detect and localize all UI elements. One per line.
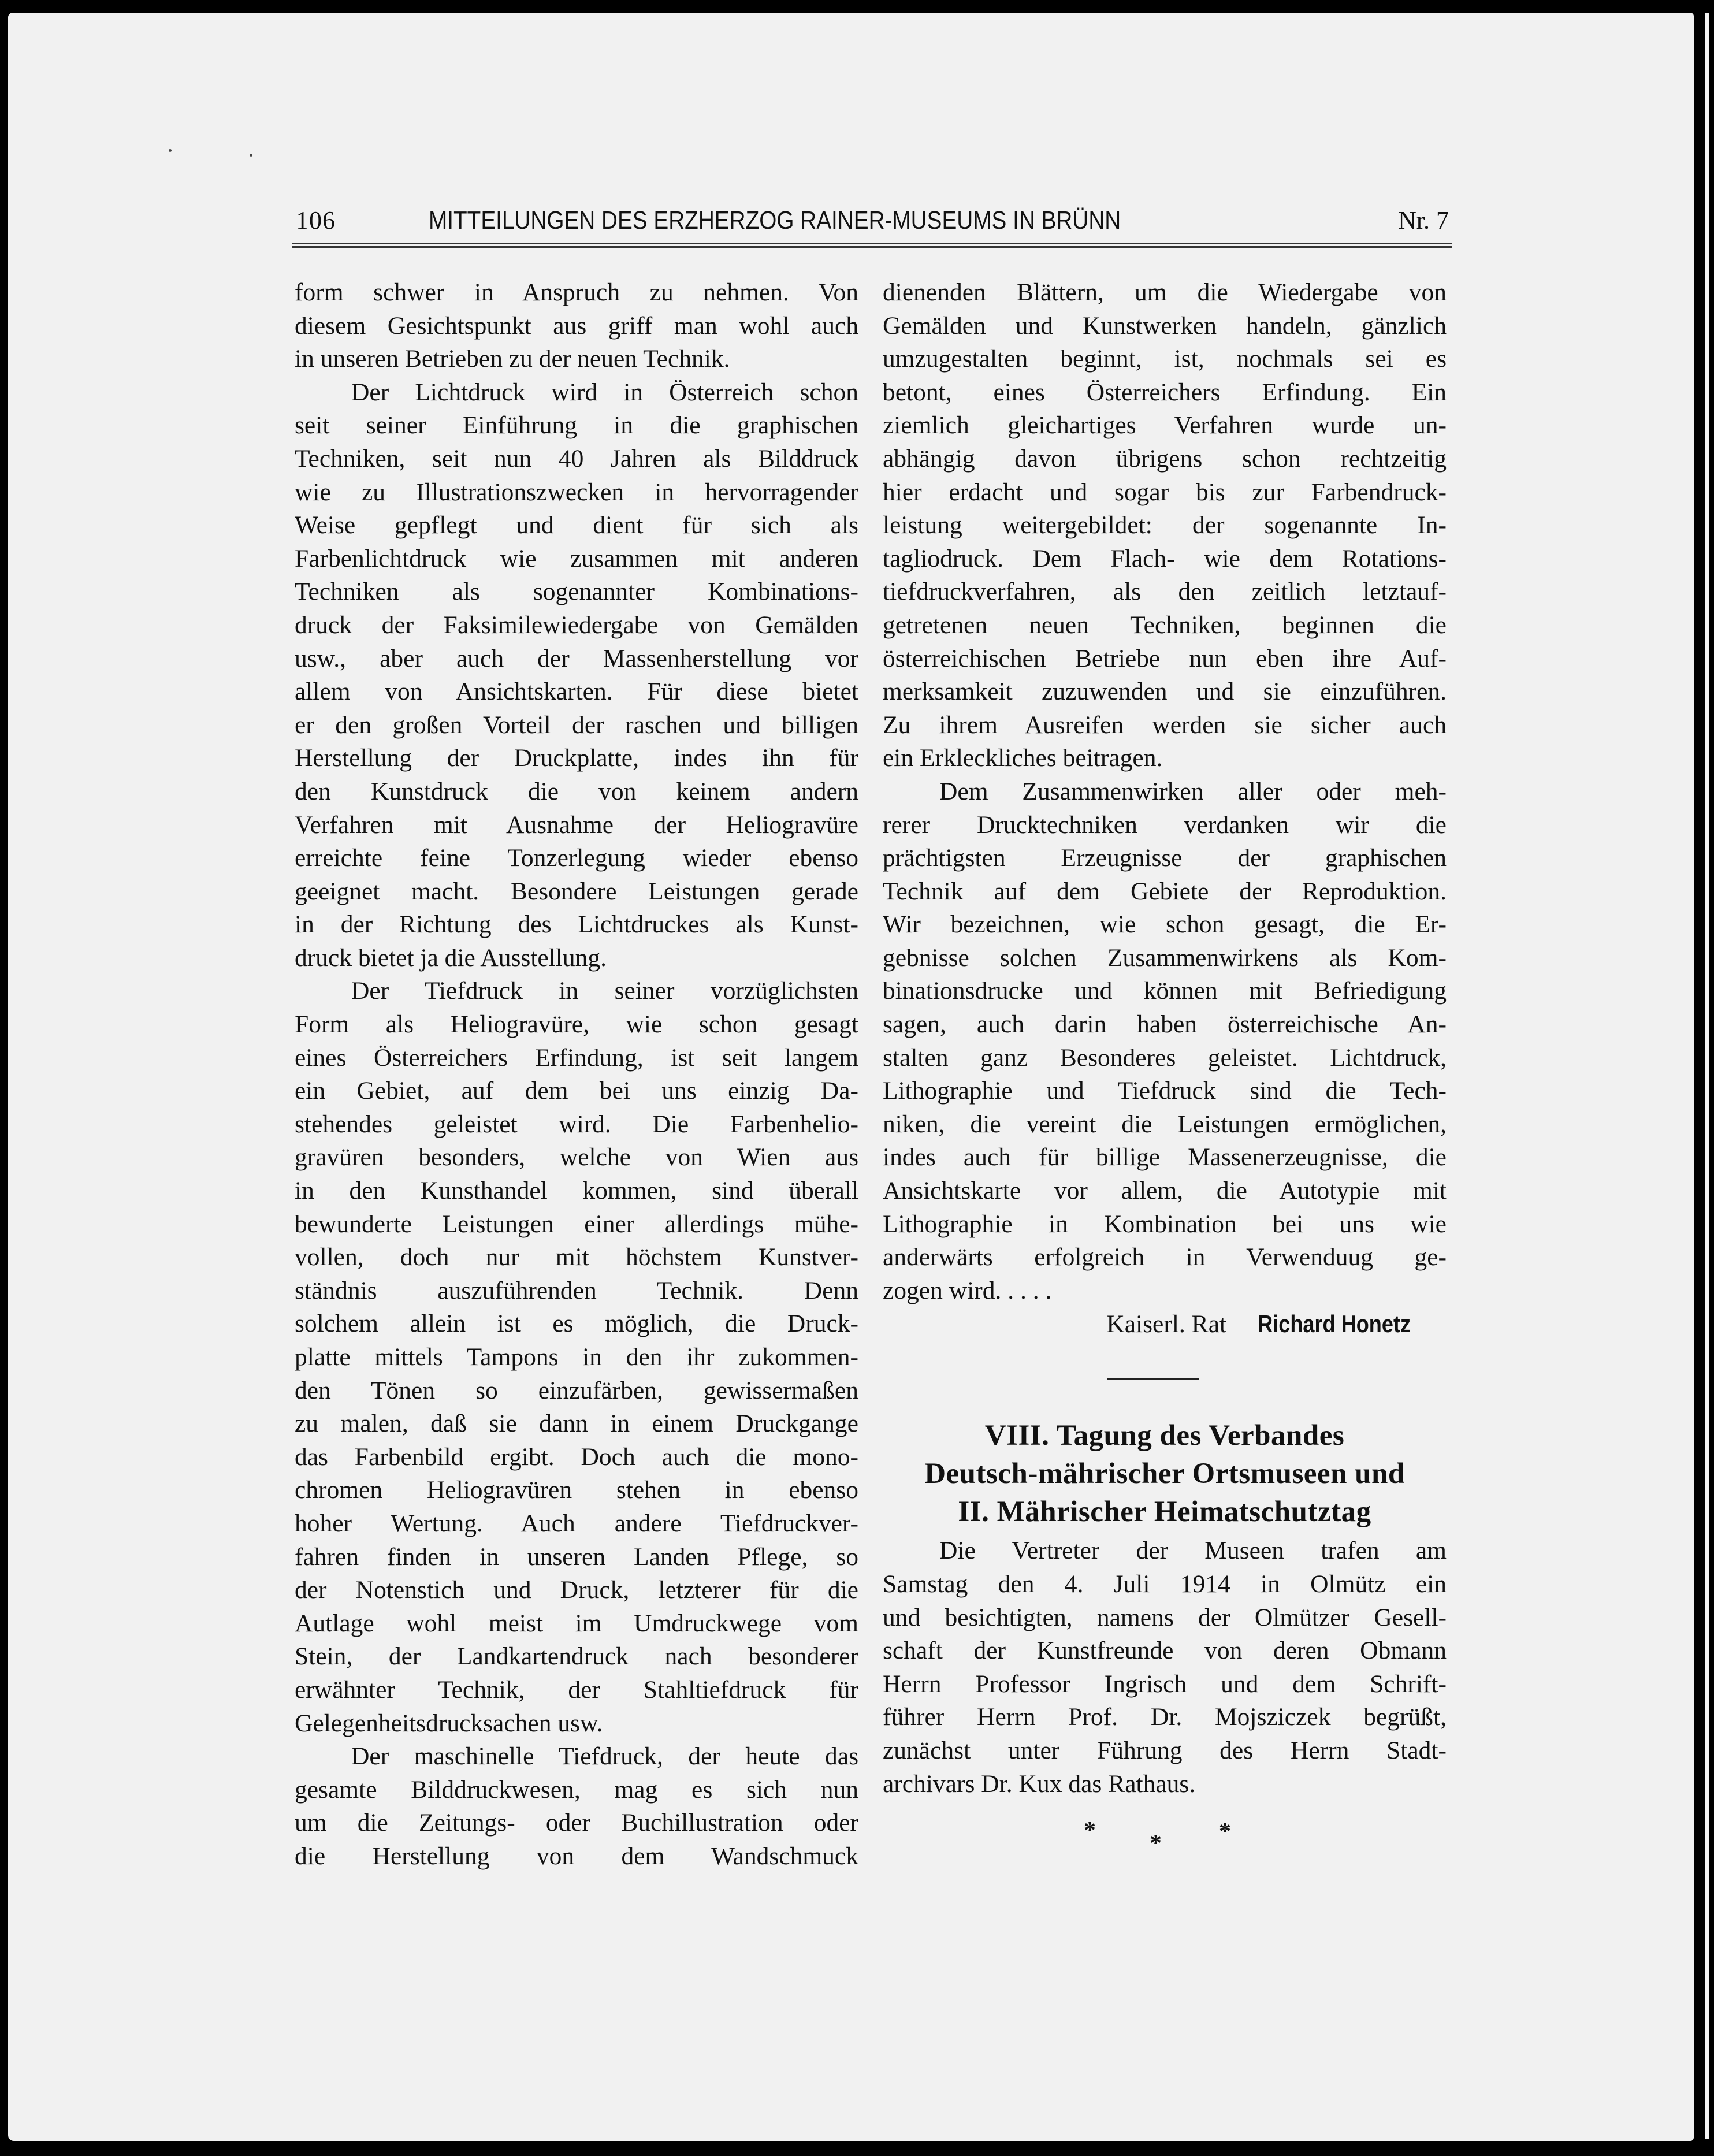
text-line: wie zu Illustrationszwecken in hervorragender <box>295 478 858 506</box>
text-line: Autlage wohl meist im Umdruckwege vom <box>295 1609 858 1637</box>
text-line: gravüren besonders, welche von Wien aus <box>295 1143 858 1172</box>
text-line: erreichte feine Tonzerlegung wieder ebenso <box>295 844 858 872</box>
text-line: Der maschinelle Tiefdruck, der heute das <box>351 1742 858 1771</box>
text-line: das Farbenbild ergibt. Doch auch die mono- <box>295 1443 858 1471</box>
text-line: indes auch für billige Massenerzeugnisse, die <box>883 1143 1447 1172</box>
section-separator <box>1107 1378 1199 1380</box>
text-line: tagliodruck. Dem Flach- wie dem Rotations- <box>883 544 1447 573</box>
text-line: leistung weitergebildet: der sogenannte In- <box>883 511 1447 540</box>
text-line: usw., aber auch der Massenherstellung vor <box>295 644 858 672</box>
text-line: betont, eines Österreichers Erfindung. Ein <box>883 378 1447 406</box>
text-line: Gemälden und Kunstwerken handeln, gänzlich <box>883 311 1447 340</box>
text-line: Der Tiefdruck in seiner vorzüglichsten <box>351 977 858 1005</box>
asterisk-mark: * <box>1219 1819 1231 1846</box>
text-line: hoher Wertung. Auch andere Tiefdruckver- <box>295 1509 858 1537</box>
text-line: den Tönen so einzufärben, gewissermaßen <box>295 1376 858 1404</box>
text-line: diesem Gesichtspunkt aus griff man wohl auch <box>295 311 858 340</box>
text-line: Zu ihrem Ausreifen werden sie sicher auch <box>883 711 1447 739</box>
section-heading-line: II. Mährischer Heimatschutztag <box>958 1496 1371 1529</box>
section-heading <box>883 1417 1447 1531</box>
text-line: stehendes geleistet wird. Die Farbenhelio- <box>295 1110 858 1138</box>
text-line: geeignet macht. Besondere Leistungen gerade <box>295 877 858 905</box>
text-line: stalten ganz Besonderes geleistet. Lichtdruck, <box>883 1043 1447 1072</box>
asterisk-mark: * <box>1150 1830 1162 1857</box>
text-line: Herrn Professor Ingrisch und dem Schrift- <box>883 1670 1447 1698</box>
text-line: form schwer in Anspruch zu nehmen. Von <box>295 278 858 306</box>
text-line: fahren finden in unseren Landen Pflege, so <box>295 1542 858 1571</box>
page-edge-strip <box>1705 13 1709 2139</box>
section-heading-line: Deutsch-mährischer Ortsmuseen und <box>924 1458 1405 1490</box>
text-line: ziemlich gleichartiges Verfahren wurde un- <box>883 411 1447 440</box>
author-title: Kaiserl. Rat <box>1106 1310 1227 1339</box>
journal-title: MITTEILUNGEN DES ERZHERZOG RAINER-MUSEUMS IN BRÜNN <box>429 206 1121 235</box>
text-line: er den großen Vorteil der raschen und billigen <box>295 711 858 739</box>
text-line: gesamte Bilddruckwesen, mag es sich nun <box>295 1775 858 1804</box>
text-line: zunächst unter Führung des Herrn Stadt- <box>883 1736 1447 1764</box>
text-line: Verfahren mit Ausnahme der Heliogravüre <box>295 811 858 839</box>
text-line: vollen, doch nur mit höchstem Kunstver- <box>295 1243 858 1272</box>
scan-speck <box>250 154 252 157</box>
right-column <box>883 276 1447 1861</box>
page-number: 106 <box>296 206 336 235</box>
text-line: sagen, auch darin haben österreichische An- <box>883 1010 1447 1039</box>
text-line: Stein, der Landkartendruck nach besonderer <box>295 1642 858 1671</box>
text-line: archivars Dr. Kux das Rathaus. <box>883 1770 1196 1798</box>
text-line: druck bietet ja die Ausstellung. <box>295 943 607 972</box>
text-line: eines Österreichers Erfindung, ist seit langem <box>295 1043 858 1072</box>
author-name: Richard Honetz <box>1258 1310 1411 1338</box>
text-line: Dem Zusammenwirken aller oder meh- <box>939 777 1447 805</box>
section-body <box>883 1534 1447 1801</box>
text-line: Herstellung der Druckplatte, indes ihn für <box>295 744 858 772</box>
author-signature <box>883 1307 1447 1343</box>
left-column <box>295 276 858 1874</box>
text-line: Weise gepflegt und dient für sich als <box>295 511 858 540</box>
text-line: Techniken, seit nun 40 Jahren als Bilddruck <box>295 444 858 473</box>
text-line: Form als Heliogravüre, wie schon gesagt <box>295 1010 858 1039</box>
text-line: Lithographie und Tiefdruck sind die Tech- <box>883 1077 1447 1105</box>
text-line: Farbenlichtdruck wie zusammen mit anderen <box>295 544 858 573</box>
text-line: anderwärts erfolgreich in Verwenduug ge- <box>883 1243 1447 1272</box>
text-line: solchem allein ist es möglich, die Druck- <box>295 1310 858 1338</box>
text-line: erwähnter Technik, der Stahltiefdruck für <box>295 1675 858 1704</box>
text-line: führer Herrn Prof. Dr. Mojsziczek begrüßt, <box>883 1703 1447 1731</box>
text-line: tiefdruckverfahren, als den zeitlich letztauf- <box>883 578 1447 606</box>
text-line: binationsdrucke und können mit Befriedigung <box>883 977 1447 1005</box>
text-line: Gelegenheitsdrucksachen usw. <box>295 1709 603 1737</box>
text-line: ein Gebiet, auf dem bei uns einzig Da- <box>295 1077 858 1105</box>
text-line: Der Lichtdruck wird in Österreich schon <box>351 378 858 406</box>
text-line: Lithographie in Kombination bei uns wie <box>883 1210 1447 1238</box>
text-line: schaft der Kunstfreunde von deren Obmann <box>883 1637 1447 1665</box>
text-line: niken, die vereint die Leistungen ermöglichen, <box>883 1110 1447 1138</box>
running-header <box>296 203 1449 238</box>
section-end-asterisks <box>883 1815 1447 1861</box>
asterisk-mark: * <box>1084 1817 1096 1845</box>
text-line: in der Richtung des Lichtdruckes als Kunst- <box>295 910 858 939</box>
text-line: der Notenstich und Druck, letzterer für die <box>295 1576 858 1604</box>
text-line: Ansichtskarte vor allem, die Autotypie mit <box>883 1177 1447 1205</box>
text-line: um die Zeitungs- oder Buchillustration oder <box>295 1809 858 1837</box>
text-line: ständnis auszuführenden Technik. Denn <box>295 1276 858 1304</box>
text-line: chromen Heliogravüren stehen in ebenso <box>295 1476 858 1504</box>
text-line: in den Kunsthandel kommen, sind überall <box>295 1177 858 1205</box>
section-heading-line: VIII. Tagung des Verbandes <box>984 1419 1345 1452</box>
text-line: rerer Drucktechniken verdanken wir die <box>883 811 1447 839</box>
text-line: allem von Ansichtskarten. Für diese bietet <box>295 678 858 706</box>
text-line: merksamkeit zuzuwenden und sie einzuführen. <box>883 678 1447 706</box>
text-line: Techniken als sogenannter Kombinations- <box>295 578 858 606</box>
text-line: umzugestalten beginnt, ist, nochmals sei es <box>883 345 1447 373</box>
text-line: zu malen, daß sie dann in einem Druckgange <box>295 1410 858 1438</box>
text-line: druck der Faksimilewiedergabe von Gemälden <box>295 611 858 639</box>
text-line: seit seiner Einführung in die graphischen <box>295 411 858 440</box>
text-line: Die Vertreter der Museen trafen am <box>939 1537 1447 1565</box>
text-line: und besichtigten, namens der Olmützer Gesell- <box>883 1603 1447 1631</box>
issue-number: Nr. 7 <box>1398 206 1449 235</box>
text-line: in unseren Betrieben zu der neuen Technik. <box>295 345 730 373</box>
text-line: die Herstellung von dem Wandschmuck <box>295 1842 858 1870</box>
text-line: österreichischen Betriebe nun eben ihre Auf- <box>883 644 1447 672</box>
text-line: den Kunstdruck die von keinem andern <box>295 777 858 805</box>
text-line: prächtigsten Erzeugnisse der graphischen <box>883 844 1447 872</box>
header-rule <box>292 243 1452 248</box>
text-line: dienenden Blättern, um die Wiedergabe von <box>883 278 1447 306</box>
text-line: bewunderte Leistungen einer allerdings mühe- <box>295 1210 858 1238</box>
text-line: gebnisse solchen Zusammenwirkens als Kom- <box>883 943 1447 972</box>
text-line: hier erdacht und sogar bis zur Farbendruck- <box>883 478 1447 506</box>
scan-speck <box>169 149 172 152</box>
text-line: Samstag den 4. Juli 1914 in Olmütz ein <box>883 1570 1447 1598</box>
text-line: Technik auf dem Gebiete der Reproduktion. <box>883 877 1447 905</box>
text-line: zogen wird. . . . . <box>883 1276 1052 1304</box>
text-line: Wir bezeichnen, wie schon gesagt, die Er- <box>883 910 1447 939</box>
text-line: ein Erkleckliches beitragen. <box>883 744 1163 772</box>
text-line: platte mittels Tampons in den ihr zukommen- <box>295 1343 858 1371</box>
text-line: getretenen neuen Techniken, beginnen die <box>883 611 1447 639</box>
article-continuation <box>883 276 1447 1307</box>
text-line: abhängig davon übrigens schon rechtzeitig <box>883 444 1447 473</box>
